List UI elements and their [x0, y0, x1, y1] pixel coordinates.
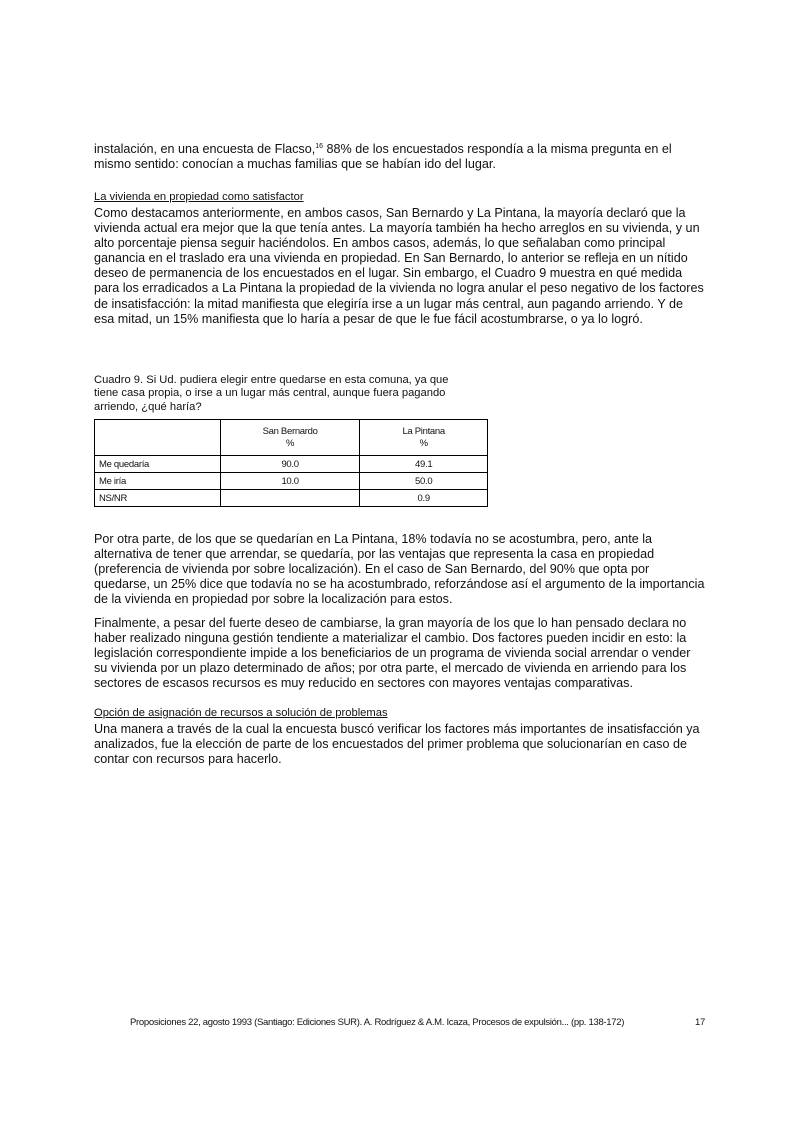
- table-header-san-bernardo: [220, 420, 359, 456]
- col-unit-san-bernardo: %: [286, 437, 295, 449]
- paragraph-vivienda: Como destacamos anteriormente, en ambos casos, San Bernardo y La Pintana, la mayoría declaró que la vivienda actual era mejor que la que tenía antes. La mayoría también ha hecho arreglos en su vivienda, y un alto porcentaje piensa seguir haciéndolos. En ambos casos, además, lo que señalaban como principal ganancia en el traslado era una vivienda en propiedad. En San Bernardo, lo anterior se refleja en un nítido deseo de permanencia de los encuestados en el lugar. Sin embargo, el Cuadro 9 muestra en qué medida para los erradicados a La Pintana la propiedad de la vivienda no logra anular el peso negativo de los factores de insatisfacción: la mitad manifiesta que elegiría irse a un lugar más central, aun pagando arriendo. Y de esa mitad, un 15% manifiesta que lo haría a pesar de que le fue fácil acostumbrarse, o ya lo logró.: [94, 206, 704, 326]
- paragraph-recursos: Una manera a través de la cual la encuesta buscó verificar los factores más importantes de insatisfacción ya analizados, fue la elección de parte de los encuestados del primer problema que solucionarían en caso de contar con recursos para hacerlo.: [94, 722, 700, 767]
- paragraph-la-pintana: Por otra parte, de los que se quedarían en La Pintana, 18% todavía no se acostumbra, pero, ante la alternativa de tener que arrendar, se quedaría, por las ventajas que representa la casa en propiedad (preferencia de vivienda por sobre localización). En el caso de San Bernardo, del 90% que opta por quedarse, un 25% dice que todavía no se ha acostumbrado, reforzándose así el argumento de la importancia de la vivienda en propiedad por sobre la localización para estos.: [94, 532, 705, 607]
- paragraph-finalmente: Finalmente, a pesar del fuerte deseo de cambiarse, la gran mayoría de los que lo han pensado declara no haber realizado ninguna gestión tendiente a materializar el cambio. Dos factores pueden incidir en esto: la legislación correspondiente impide a los beneficiarios de un programa de vivienda social arrendar o vender su vivienda por un plazo determinado de años; por otra parte, el mercado de vivienda en arriendo para los sectores de escasos recursos es muy reducido en sectores con mayores ventajas comparativas.: [94, 616, 691, 691]
- row-label: NS/NR: [95, 490, 221, 507]
- row-label: Me quedaría: [95, 456, 221, 473]
- page-number: 17: [695, 1017, 705, 1028]
- cell-la-pintana: 0.9: [360, 490, 488, 507]
- section-heading-vivienda: La vivienda en propiedad como satisfactor: [94, 191, 304, 203]
- section-heading-recursos: Opción de asignación de recursos a solución de problemas: [94, 707, 388, 719]
- table-row: [95, 490, 488, 507]
- table-header-la-pintana: [360, 420, 488, 456]
- table-row: [95, 456, 488, 473]
- col-name-la-pintana: La Pintana: [402, 425, 445, 437]
- paragraph-intro-text-b: 88% de los encuestados respondía a la misma pregunta en el mismo sentido: conocían a muchas familias que se habían ido del lugar.: [94, 142, 672, 172]
- cell-la-pintana: 49.1: [360, 456, 488, 473]
- row-label: Me iría: [95, 473, 221, 490]
- cell-la-pintana: 50.0: [360, 473, 488, 490]
- paragraph-intro-text-a: instalación, en una encuesta de Flacso,: [94, 142, 316, 156]
- col-unit-la-pintana: %: [419, 437, 428, 449]
- cell-san-bernardo: 10.0: [220, 473, 359, 490]
- cell-san-bernardo: 90.0: [220, 456, 359, 473]
- footer-citation: Proposiciones 22, agosto 1993 (Santiago: Ediciones SUR). A. Rodríguez & A.M. Icaza, Procesos de expulsión... (pp. 138-172): [130, 1017, 625, 1028]
- table-header-empty: [95, 420, 221, 456]
- paragraph-intro: [94, 142, 706, 172]
- col-name-san-bernardo: San Bernardo: [262, 425, 318, 437]
- table-header-row: [95, 420, 488, 456]
- table-row: [95, 473, 488, 490]
- footnote-ref[interactable]: 16: [315, 143, 324, 150]
- table-caption: Cuadro 9. Si Ud. pudiera elegir entre quedarse en esta comuna, ya que tiene casa propia, o irse a un lugar más central, aunque fuera pagando arriendo, ¿qué haría?: [94, 374, 449, 413]
- data-table-cuadro-9: [94, 419, 488, 507]
- cell-san-bernardo: [220, 490, 359, 507]
- page-footer: [130, 1017, 710, 1028]
